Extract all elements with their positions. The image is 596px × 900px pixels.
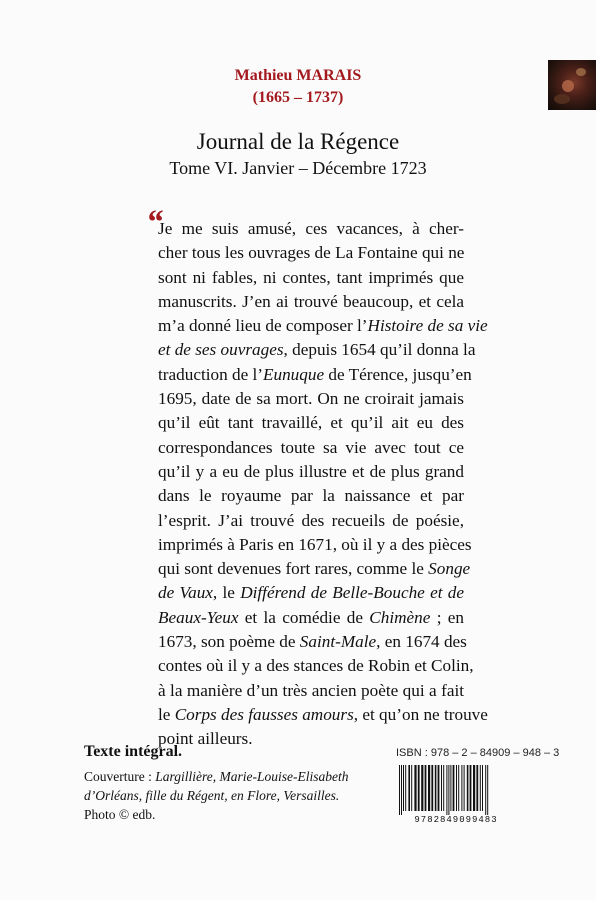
barcode-bar: [435, 765, 437, 811]
barcode-bar: [480, 765, 481, 811]
barcode-bar: [487, 765, 488, 815]
barcode-bar: [482, 765, 483, 811]
quote-line: [158, 411, 464, 435]
quote-line: [158, 606, 464, 630]
quote-segment: manuscrits. J’en ai trouvé beaucoup, et cela: [158, 291, 464, 311]
barcode-bar: [467, 765, 469, 811]
cover-thumbnail-image: [548, 60, 596, 110]
barcode-bar: [431, 765, 433, 811]
barcode-bar: [476, 765, 478, 811]
barcode-bar: [401, 765, 402, 815]
barcode-bar: [448, 765, 449, 815]
barcode-bar: [446, 765, 447, 815]
quote-line: [158, 387, 464, 411]
quote-line: [158, 630, 467, 654]
quote-segment: , le: [212, 583, 241, 603]
barcode-bar: [461, 765, 462, 811]
barcode-bar: [414, 765, 416, 811]
quote-segment: et la comédie de: [238, 607, 370, 627]
quote-segment: 1673, son poème de: [158, 632, 300, 652]
isbn-number: ISBN : 978 – 2 – 84909 – 948 – 3: [396, 747, 560, 759]
photo-credit: Photo © edb.: [84, 807, 156, 822]
barcode-bar: [438, 765, 440, 811]
barcode-bar: [408, 765, 410, 811]
quote-mark-icon: “: [146, 204, 163, 241]
quote-italic-segment: Eunuque: [263, 364, 325, 384]
quote-line: [158, 241, 464, 265]
quote-segment: cher tous les ouvrages de La Fontaine qui ne: [158, 243, 465, 263]
author-dates: (1665 – 1737): [252, 89, 344, 106]
barcode-bar: [441, 765, 442, 811]
quote-line: [158, 363, 472, 387]
quote-line: [158, 338, 476, 362]
barcode-bar: [458, 765, 459, 811]
barcode-bar: [443, 765, 444, 811]
barcode-bar: [450, 765, 451, 811]
quote-segment: qu’il y a eu de plus illustre et de plus grand: [158, 461, 464, 481]
barcode-bar: [485, 765, 486, 815]
barcode-digits: 9782849099483: [414, 815, 498, 825]
book-subtitle: Tome VI. Janvier – Décembre 1723: [169, 158, 427, 178]
quote-line: [158, 581, 464, 605]
quote-line: [158, 217, 464, 241]
quote-line: [158, 509, 464, 533]
quote-segment: m’a donné lieu de composer l’: [158, 316, 368, 336]
quote-italic-segment: et de ses ouvrages: [158, 340, 284, 360]
quote-italic-segment: Saint-Male: [299, 632, 377, 652]
barcode-icon: [397, 765, 515, 815]
barcode-bar: [456, 765, 457, 811]
quote-line: [158, 436, 464, 460]
quote-segment: point ailleurs.: [158, 729, 253, 749]
quote-italic-segment: Chimène: [369, 607, 431, 627]
quote-line: [158, 533, 472, 557]
quote-italic-segment: Beaux-Yeux: [158, 607, 239, 627]
barcode-bar: [411, 765, 412, 811]
barcode-bar: [421, 765, 423, 811]
quote-italic-segment: Songe: [428, 559, 471, 579]
quote-line: [158, 290, 464, 314]
quote-segment: 1695, date de sa mort. On ne croirait jamais: [158, 389, 464, 409]
quote-segment: de Térence, jusqu’en: [324, 364, 472, 384]
quote-segment: Je me suis amusé, ces vacances, à cher-: [158, 219, 464, 238]
quote-segment: dans le royaume par la naissance et par: [158, 486, 464, 506]
quote-segment: ; en: [430, 607, 464, 627]
quote-segment: , et qu’on ne trouve: [353, 704, 488, 724]
barcode-bar: [464, 765, 465, 811]
barcode-bar: [403, 765, 404, 811]
quote-italic-segment: Différend de Belle-Bouche et de: [240, 583, 464, 603]
couverture-label: Couverture :: [84, 769, 156, 784]
quote-segment: , en 1674 des: [376, 632, 467, 652]
quote-line: [158, 484, 464, 508]
quote-segment: correspondances toute sa vie avec tout ce: [158, 437, 464, 457]
quote-italic-segment: de Vaux: [158, 583, 213, 603]
quote-segment: traduction de l’: [158, 364, 263, 384]
quote-line: [158, 266, 464, 290]
quote-segment: qu’il eût tant travaillé, et qu’il ait eu des: [158, 413, 464, 433]
couverture-text: Largillière, Marie-Louise-Elisabeth d’Orléans, fille du Régent, en Flore, Versailles.: [84, 769, 349, 803]
barcode-bar: [405, 765, 406, 811]
quote-segment: sont ni fables, ni contes, tant imprimés que: [158, 267, 464, 287]
quote-line: [158, 703, 488, 727]
barcode-bar: [470, 765, 472, 811]
quote-line: [158, 460, 464, 484]
quote-segment: qui sont devenues fort rares, comme le: [158, 559, 429, 579]
quote-line: [158, 557, 471, 581]
quote-italic-segment: Histoire de sa vie: [367, 316, 488, 336]
quote-segment: à la manière d’un très ancien poète qui a fait: [158, 680, 464, 700]
quote-segment: imprimés à Paris en 1671, où il y a des pièces: [158, 534, 472, 554]
book-title: Journal de la Régence: [196, 129, 400, 154]
quote-segment: l’esprit. J’ai trouvé des recueils de poésie,: [158, 510, 464, 530]
quote-line: [158, 679, 464, 703]
texte-integral: Texte intégral.: [84, 743, 183, 760]
quote-line: [158, 314, 488, 338]
quote-line: [158, 654, 474, 678]
barcode-bar: [453, 765, 455, 811]
barcode-bar: [428, 765, 430, 811]
author-name: Mathieu MARAIS: [234, 67, 362, 84]
quote-segment: , depuis 1654 qu’il donna la: [283, 340, 476, 360]
barcode-bar: [473, 765, 475, 811]
barcode-bar: [425, 765, 427, 811]
quote-segment: contes où il y a des stances de Robin et Colin,: [158, 656, 474, 676]
barcode-bar: [418, 765, 420, 811]
quote-text: [158, 217, 488, 752]
quote-italic-segment: Corps des fausses amours: [174, 704, 354, 724]
cover-credits: [84, 767, 374, 824]
quote-segment: le: [158, 704, 175, 724]
barcode-bar: [399, 765, 400, 815]
